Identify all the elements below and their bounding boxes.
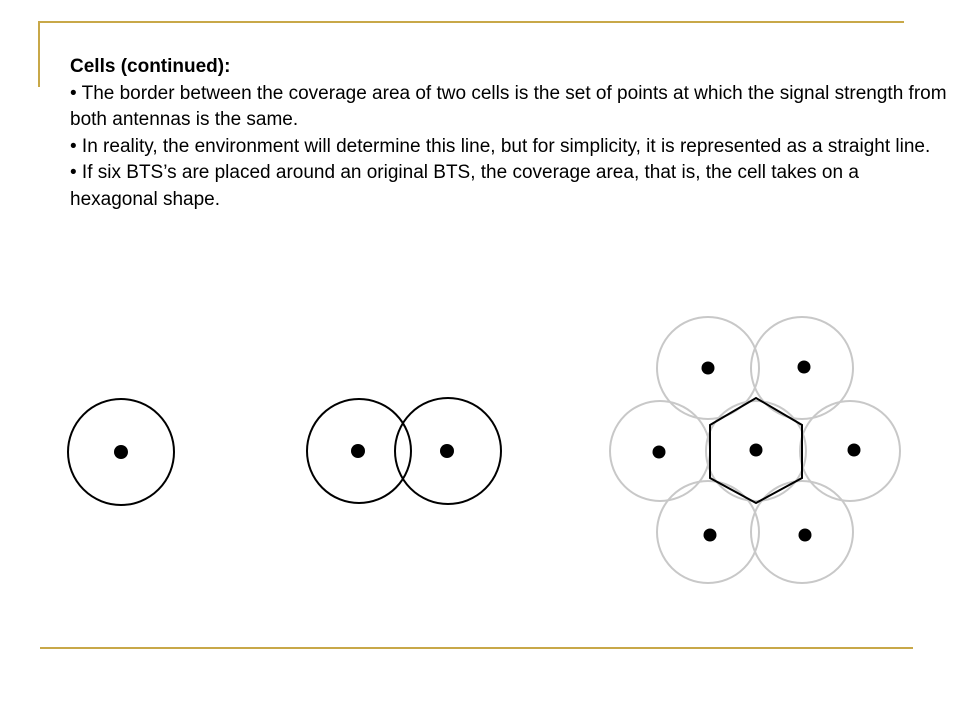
antenna-dot-center [750,444,763,457]
two-cell-diagram [307,398,501,504]
antenna-dot-bottom-left [704,529,717,542]
antenna-dot-top-right [798,361,811,374]
bullet-1: • The border between the coverage area of two cells is the set of points at which the signal strength from both antennas is the same. [70,82,947,130]
hexagonal-cell-diagram [610,317,900,583]
antenna-dot-left [653,446,666,459]
antenna-dot-top-left [702,362,715,375]
right-antenna-dot [440,444,454,458]
left-antenna-dot [351,444,365,458]
bullet-2: • In reality, the environment will determine this line, but for simplicity, it is represented as a straight line. [70,135,931,157]
slide-heading: Cells (continued): [70,56,231,77]
single-cell-diagram [68,399,174,505]
single-cell-antenna-dot [114,445,128,459]
bullet-3: • If six BTS’s are placed around an original BTS, the coverage area, that is, the cell takes on a hexagonal shape. [70,162,859,210]
antenna-dot-bottom-right [799,529,812,542]
antenna-dot-right [848,444,861,457]
